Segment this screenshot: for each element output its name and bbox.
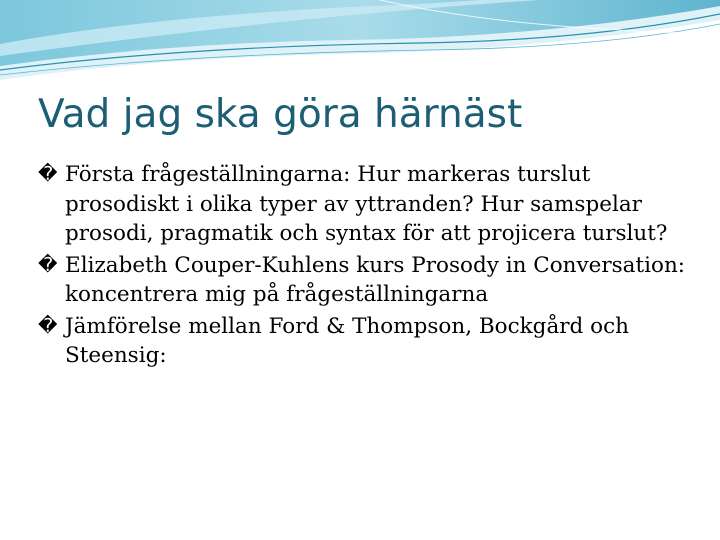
bullet-marker-icon: � bbox=[38, 163, 58, 185]
bullet-item bbox=[38, 312, 688, 371]
bullet-marker-icon: � bbox=[38, 314, 58, 337]
bullet-text: Jämförelse mellan Ford & Thompson, Bockgård och Steensig: bbox=[65, 313, 629, 368]
bullet-marker-icon: � bbox=[38, 253, 58, 276]
bullet-text: Elizabeth Couper-Kuhlens kurs Prosody in Conversation: koncentrera mig på frågeställningarna bbox=[65, 252, 686, 307]
header-wave-decoration bbox=[0, 0, 720, 90]
bullet-list bbox=[38, 160, 688, 373]
bullet-item bbox=[38, 251, 688, 310]
bullet-text: Första frågeställningarna: Hur markeras turslut prosodiskt i olika typer av yttranden? Hur samspelar prosodi, pragmatik och syntax för att projicera turslut? bbox=[65, 162, 668, 246]
slide-title: Vad jag ska göra härnäst bbox=[38, 92, 523, 137]
bullet-item bbox=[38, 160, 688, 249]
